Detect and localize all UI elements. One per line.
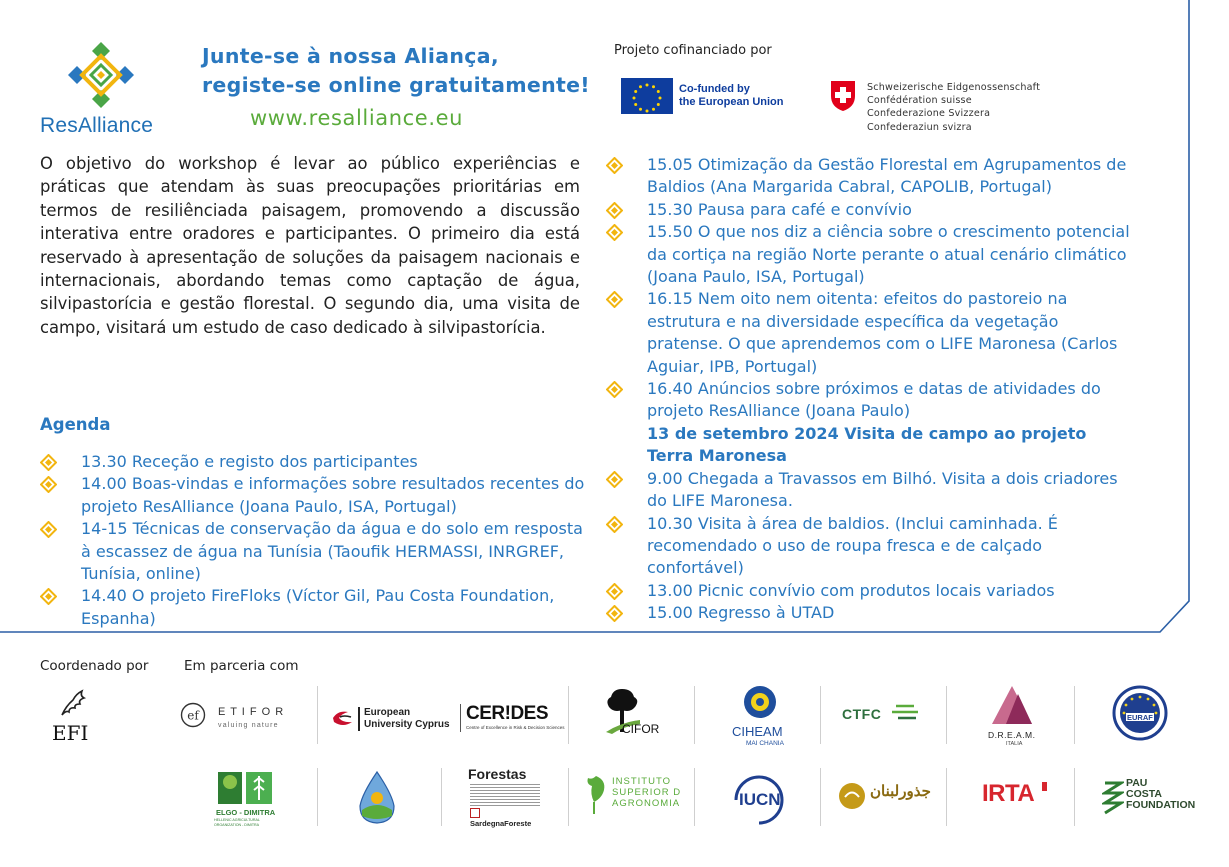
divider: [946, 768, 947, 826]
divider: [1074, 686, 1075, 744]
diamond-bullet-icon: [606, 381, 623, 398]
jouzour-name: جذورلبنان: [870, 783, 931, 800]
intro-paragraph: O objetivo do workshop é levar ao público experiências e práticas que atendam às suas preocupações prioritárias em termos de resiliênciada paisagem, promovendo a discussão interativa entre oradores e participantes. O primeiro dia está reservado à apresentação de soluções da paisagem nacionais e internacionais, abordando temas como captação de água, silvipastorícia e gestão florestal. O segundo dia, uma visita de campo, visitará um estudo de caso dedicado à silvipastorícia.: [40, 154, 580, 337]
cofinanced-label: Projeto cofinanciado por: [614, 43, 772, 58]
ctfc-name: CTFC: [842, 706, 882, 722]
svg-text:ef: ef: [187, 708, 199, 723]
dream-subtitle: ITALIA: [1006, 741, 1023, 747]
swiss-line-2: Confédération suisse: [867, 95, 972, 107]
agenda-item: [40, 585, 590, 630]
irta-name: IRTA: [982, 780, 1035, 807]
forestas-logo: [466, 766, 546, 828]
agenda-list-right: [606, 154, 1136, 625]
elgo-dimitra-logo: [212, 770, 282, 828]
pcf-line-1: PAU: [1126, 777, 1148, 789]
forestas-subtitle: SardegnaForeste: [470, 819, 532, 828]
agenda-list-left: [40, 451, 590, 630]
agenda-item: [40, 451, 590, 473]
iucn-logo: [726, 770, 792, 828]
agenda-item: [40, 473, 590, 518]
diamond-bullet-icon: [40, 521, 57, 538]
pcf-line-2: COSTA: [1126, 788, 1162, 800]
eu-flag-icon: [621, 78, 673, 114]
divider: [317, 768, 318, 826]
swiss-shield-icon: [829, 80, 857, 112]
swiss-line-3: Confederazione Svizzera: [867, 108, 991, 120]
agenda-item-text: 14.40 O projeto FireFloks (Víctor Gil, Pau Costa Foundation, Espanha): [81, 586, 555, 628]
partnership-label: Em parceria com: [184, 658, 299, 674]
eu-funding-text: [679, 83, 784, 109]
swiss-line-1: Schweizerische Eidgenossenschaft: [867, 82, 1041, 93]
etifor-emblem-icon: [180, 702, 206, 728]
etifor-tagline: valuing nature: [218, 722, 279, 729]
pcf-flame-icon: [1102, 779, 1124, 815]
isa-line-2: SUPERIOR D: [612, 787, 682, 798]
diamond-bullet-icon: [606, 471, 623, 488]
forestas-name: Forestas: [468, 766, 527, 782]
divider: [460, 704, 461, 732]
pcf-line-3: FOUNDATION: [1126, 799, 1196, 811]
euc-line-2: University Cyprus: [364, 719, 450, 730]
agenda-item: [606, 468, 1136, 513]
forestas-coat-icon: [470, 808, 480, 818]
agenda-item: [606, 513, 1136, 580]
cifor-logo: [600, 686, 670, 742]
efi-logo-text: EFI: [52, 721, 89, 745]
cifor-name: CIFOR: [622, 722, 660, 736]
water-drop-emblem-logo: [354, 770, 400, 826]
isa-line-1: INSTITUTO: [612, 776, 671, 787]
diamond-bullet-icon: [606, 291, 623, 308]
agenda-item-text: 15.05 Otimização da Gestão Florestal em Agrupamentos de Baldios (Ana Margarida Cabral, CAPOLIB, Portugal): [647, 155, 1127, 197]
jouzour-loubnan-logo: [838, 780, 934, 816]
cerides-tagline: Centre of Excellence in Risk & Decision Sciences: [466, 725, 565, 730]
euc-bar: [358, 707, 360, 731]
agenda-item-text: 14-15 Técnicas de conservação da água e do solo em resposta à escassez de água na Tunísia (Taoufik HERMASSI, INRGREF, Tunísia, online): [81, 519, 583, 584]
euc-emblem-icon: [330, 708, 356, 728]
diamond-bullet-icon: [40, 476, 57, 493]
irta-logo: [982, 780, 1052, 814]
diamond-bullet-icon: [606, 583, 623, 600]
agenda-item-text: 15.00 Regresso à UTAD: [647, 603, 835, 623]
etifor-logo: [180, 700, 310, 734]
ciheam-emblem-icon: [742, 684, 778, 720]
headline-line-1: Junte-se à nossa Aliança,: [202, 44, 499, 68]
cerides-logo: [466, 703, 565, 733]
iucn-name: IUCN: [739, 790, 781, 809]
ciheam-logo: [726, 684, 796, 748]
eu-text-line-2: the European Union: [679, 96, 784, 108]
resalliance-logo-mark: [66, 40, 136, 110]
dream-name: D.R.E.A.M.: [988, 730, 1036, 740]
agenda-item-text: 10.30 Visita à área de baldios. (Inclui caminhada. É recomendado o uso de roupa fresca e de calçado confortável): [647, 513, 1058, 578]
divider: [820, 768, 821, 826]
elgo-emblem-icon: [214, 770, 276, 806]
euc-line-1: European: [364, 707, 411, 718]
jouzour-emblem-icon: [838, 782, 866, 810]
elgo-subtitle: HELLENIC AGRICULTURAL ORGANIZATION - DIMITRA: [214, 818, 260, 827]
forestas-fine-print: [470, 784, 540, 806]
agenda-item-text: 14.00 Boas-vindas e informações sobre resultados recentes do projeto ResAlliance (Joana Paulo, ISA, Portugal): [81, 474, 585, 516]
ciheam-name: CIHEAM: [732, 724, 783, 739]
ctfc-logo: [842, 702, 926, 728]
diamond-bullet-icon: [606, 157, 623, 174]
divider: [441, 768, 442, 826]
agenda-item-text: 13.30 Receção e registo dos participantes: [81, 452, 418, 471]
agenda-item: [606, 154, 1136, 199]
agenda-day2-title: 13 de setembro 2024 Visita de campo ao projeto Terra Maronesa: [647, 423, 1087, 466]
water-drop-icon: [354, 770, 400, 826]
eu-funding-logo: [621, 78, 793, 116]
divider: [694, 768, 695, 826]
agenda-title: Agenda: [40, 415, 111, 434]
agenda-item-text: 13.00 Picnic convívio com produtos locais variados: [647, 580, 1055, 600]
coordinated-by-label: Coordenado por: [40, 658, 149, 674]
diamond-bullet-icon: [40, 588, 57, 605]
european-university-cyprus-logo: [330, 705, 460, 735]
divider: [317, 686, 318, 744]
efi-logo: [52, 688, 98, 746]
resalliance-logo-text: ResAlliance: [40, 114, 154, 137]
diamond-bullet-icon: [606, 516, 623, 533]
cerides-name: CER!DES: [466, 703, 549, 724]
diamond-bullet-icon: [606, 202, 623, 219]
diamond-bullet-icon: [40, 454, 57, 471]
agenda-item-text: 15.30 Pausa para café e convívio: [647, 199, 912, 219]
agenda-item: [606, 199, 1136, 221]
isa-logo: [582, 772, 692, 822]
headline: [202, 42, 602, 100]
agenda-item-text: 16.40 Anúncios sobre próximos e datas de atividades do projeto ResAlliance (Joana Paulo): [647, 379, 1101, 421]
dream-mountain-icon: [990, 684, 1034, 726]
agenda-item-text: 9.00 Chegada a Travassos em Bilhó. Visita a dois criadores do LIFE Maronesa.: [647, 468, 1118, 511]
dream-italia-logo: [984, 684, 1044, 748]
agenda-item: [606, 378, 1136, 423]
divider: [946, 686, 947, 744]
agenda-item: [606, 602, 1136, 624]
agenda-item-text: 16.15 Nem oito nem oitenta: efeitos do pastoreio na estrutura e na diversidade específica da vegetação pratense. O que aprendemos com o LIFE Maronesa (Carlos Aguiar, IPB, Portugal): [647, 289, 1118, 376]
agenda-item: [606, 288, 1136, 378]
divider: [568, 768, 569, 826]
divider: [1074, 768, 1075, 826]
agenda-item: [606, 580, 1136, 602]
oak-leaf-icon: [58, 688, 88, 718]
divider: [820, 686, 821, 744]
website-link[interactable]: www.resalliance.eu: [250, 106, 464, 130]
divider: [568, 686, 569, 744]
pau-costa-foundation-logo: [1102, 777, 1196, 818]
ciheam-subtitle: MAI CHANIA: [746, 740, 784, 747]
agenda-item: [40, 518, 590, 585]
agenda-item: [606, 221, 1136, 288]
elgo-name: ELGO - DIMITRA: [216, 808, 276, 817]
divider: [694, 686, 695, 744]
isa-line-3: AGRONOMIA: [612, 798, 681, 809]
ctfc-stripes-icon: [892, 702, 920, 724]
etifor-name: E T I F O R: [218, 706, 285, 718]
swiss-confederation-logo: [829, 80, 1089, 136]
agenda-item-text: 15.50 O que nos diz a ciência sobre o crescimento potencial da cortiça na região Norte perante o atual cenário climático (Joana Paulo, ISA, Portugal): [647, 222, 1130, 287]
euraf-logo: [1112, 685, 1168, 741]
swiss-text: [867, 81, 1040, 134]
diamond-bullet-icon: [606, 224, 623, 241]
swiss-line-4: Confederaziun svizra: [867, 121, 972, 133]
resalliance-logo: [40, 40, 170, 140]
diamond-bullet-icon: [606, 605, 623, 622]
irta-mark-icon: [1042, 782, 1047, 791]
euraf-name: EURAF: [1127, 713, 1153, 722]
eu-text-line-1: Co-funded by: [679, 83, 750, 95]
headline-line-2: registe-se online gratuitamente!: [202, 73, 590, 97]
isa-bird-icon: [582, 772, 610, 816]
